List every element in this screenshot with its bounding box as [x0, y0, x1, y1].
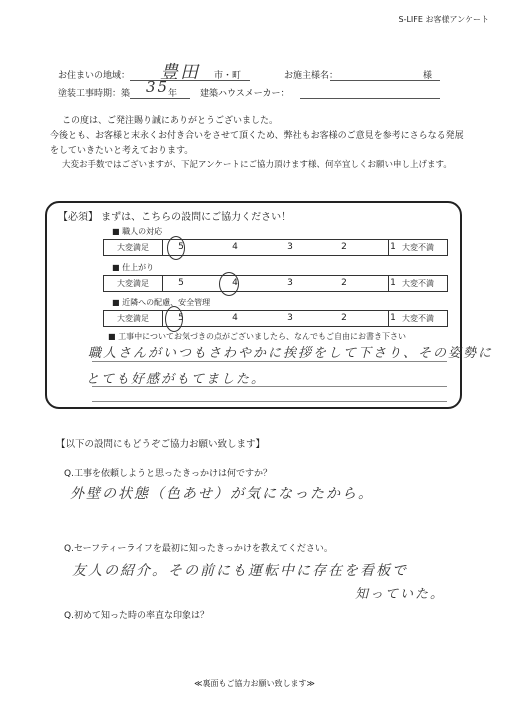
builder-underline[interactable]	[300, 98, 440, 99]
q2-option-5[interactable]: 5	[178, 278, 184, 288]
qb-question: Q.セーフティーライフを最初に知ったきっかけを教えてください。	[64, 544, 333, 554]
period-underline	[130, 98, 190, 99]
period-label: 塗装工事時期：築	[58, 89, 131, 99]
brand-header: S-LIFE お客様アンケート	[398, 15, 489, 24]
q3-option-3[interactable]: 3	[287, 313, 293, 323]
q2-label: ■ 仕上がり	[112, 263, 155, 272]
name-underline[interactable]	[330, 80, 440, 81]
q3-scale-left: 大変満足	[104, 311, 163, 326]
q1-option-5[interactable]: 5	[178, 242, 184, 252]
q2-option-3[interactable]: 3	[287, 278, 293, 288]
qa-answer[interactable]: 外壁の状態（色あせ）が気になったから。	[70, 486, 374, 502]
q3-option-5[interactable]: 5	[178, 313, 184, 323]
q1-selected-circle	[167, 236, 185, 260]
q1-option-4[interactable]: 4	[232, 242, 238, 252]
q3-label: ■ 近隣への配慮、安全管理	[112, 298, 211, 307]
q3-scale[interactable]	[103, 310, 448, 327]
q1-option-2[interactable]: 2	[341, 242, 347, 252]
q3-option-4[interactable]: 4	[232, 313, 238, 323]
period-suffix: 年	[168, 89, 178, 99]
comment-rule-1	[92, 361, 447, 362]
q2-scale[interactable]	[103, 275, 448, 292]
q2-selected-circle	[219, 272, 239, 296]
comment-line2[interactable]: とても好感がもてました。	[86, 372, 267, 387]
footer-note: ≪裏面もご協力お願い致します≫	[194, 679, 315, 688]
qb-answer-line1[interactable]: 友人の紹介。その前にも運転中に存在を看板で	[72, 563, 408, 579]
intro-line4: 大変お手数ではございますが、下記アンケートにご協力頂けます様、何卒宜しくお願い申し上げます。	[62, 160, 452, 170]
q2-option-1[interactable]: 1	[390, 278, 396, 288]
area-label: お住まいの地域：	[58, 71, 131, 81]
q1-scale[interactable]	[103, 239, 448, 256]
qa-question: Q.工事を依頼しようと思ったきっかけは何ですか？	[64, 469, 272, 479]
qb-answer-line2[interactable]: 知っていた。	[355, 587, 446, 602]
q3-option-2[interactable]: 2	[341, 313, 347, 323]
comment-rule-2	[92, 386, 447, 387]
q2-scale-right: 大変不満	[388, 276, 447, 291]
builder-label: 建築ハウスメーカー：	[200, 89, 290, 99]
intro-line3: をしていきたいと考えております。	[50, 146, 194, 156]
q3-selected-circle	[165, 306, 183, 332]
name-label: お施主様名：	[284, 71, 339, 81]
q2-option-2[interactable]: 2	[341, 278, 347, 288]
comment-rule-3	[92, 401, 447, 402]
q1-option-3[interactable]: 3	[287, 242, 293, 252]
q1-label: ■ 職人の対応	[112, 227, 163, 236]
name-suffix: 様	[423, 71, 433, 81]
area-suffix: 市・町	[214, 71, 242, 81]
area-value[interactable]: 豊田	[160, 62, 200, 83]
period-value[interactable]: 35	[146, 78, 170, 96]
q4-label: ■ 工事中についてお気づきの点がございましたら、なんでもご自由にお書き下さい	[108, 332, 406, 341]
qc-question: Q.初めて知った時の率直な印象は？	[64, 611, 209, 621]
q2-scale-left: 大変満足	[104, 276, 163, 291]
comment-line1[interactable]: 職人さんがいつもさわやかに挨拶をして下さり、その姿勢に	[88, 346, 494, 361]
required-title: 【必須】 まずは、こちらの設問にご協力ください！	[58, 212, 292, 223]
q3-option-1[interactable]: 1	[390, 313, 396, 323]
intro-line2: 今後とも、お客様と末永くお付き合いをさせて頂くため、弊社もお客様のご意見を参考にさらなる発展	[50, 131, 464, 141]
q1-scale-left: 大変満足	[104, 240, 163, 255]
intro-line1: この度は、ご発注賜り誠にありがとうございました。	[62, 116, 279, 126]
q1-option-1[interactable]: 1	[390, 242, 396, 252]
q2-option-4[interactable]: 4	[232, 278, 238, 288]
q1-scale-right: 大変不満	[388, 240, 447, 255]
optional-title: 【以下の設問にもどうぞご協力お願い致します】	[56, 439, 266, 450]
q3-scale-right: 大変不満	[388, 311, 447, 326]
